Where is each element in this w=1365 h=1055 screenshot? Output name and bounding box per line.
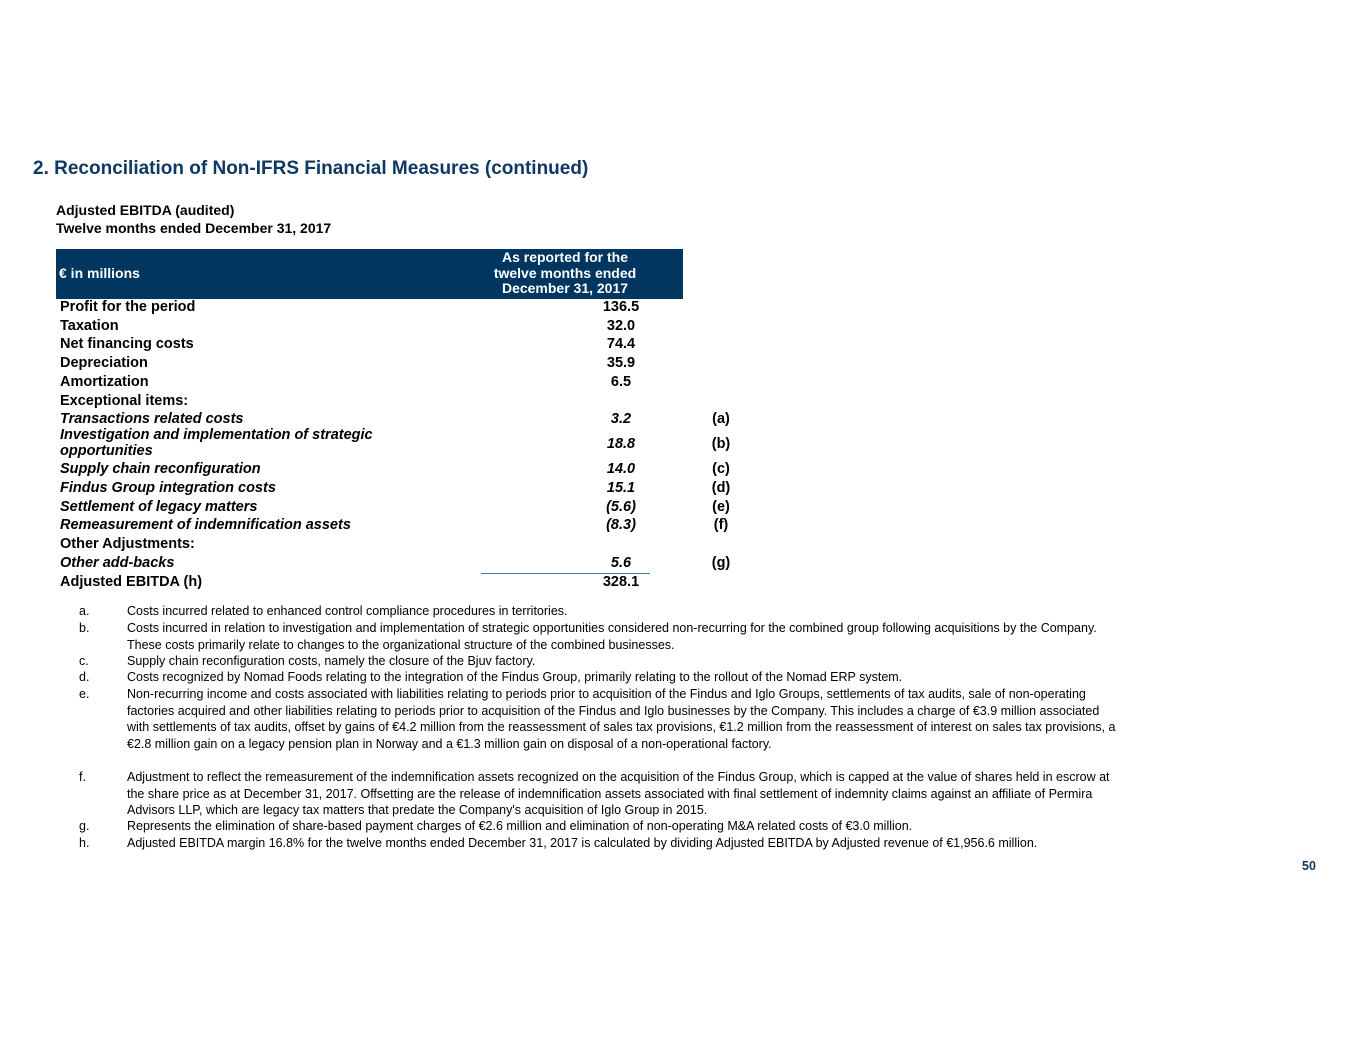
table-row	[56, 299, 683, 317]
row-label: Adjusted EBITDA (h)	[60, 574, 203, 590]
table-row	[56, 318, 683, 336]
row-label: Transactions related costs	[60, 411, 244, 427]
footnote-text: Represents the elimination of share-based payment charges of €2.6 million and elimination of non-operating M&A related costs of €3.0 million.	[127, 819, 913, 833]
footnote	[79, 669, 1119, 686]
table-row	[56, 555, 731, 573]
row-label	[60, 428, 373, 459]
column-header-line: December 31, 2017	[501, 280, 629, 296]
row-note-ref: (e)	[712, 499, 730, 515]
table-row	[56, 480, 731, 498]
row-note-ref: (c)	[712, 461, 730, 477]
row-note-ref: (a)	[712, 411, 730, 427]
row-label: Depreciation	[60, 355, 148, 371]
footnote	[79, 603, 1119, 620]
footnote-text: Costs incurred related to enhanced control compliance procedures in territories.	[127, 604, 568, 618]
footnote	[79, 818, 1119, 835]
footnote-marker: b.	[79, 621, 90, 635]
table-row	[56, 355, 683, 373]
row-value: 6.5	[610, 374, 632, 390]
row-label-line: opportunities	[60, 442, 153, 459]
row-label: Net financing costs	[60, 336, 194, 352]
footnote	[79, 653, 1119, 670]
table-period: Twelve months ended December 31, 2017	[56, 220, 332, 236]
footnote-marker: e.	[79, 687, 90, 701]
table-row	[56, 336, 683, 354]
footnote-text: Adjustment to reflect the remeasurement of the indemnification assets recognized on the acquisition of the Findus Group, which is capped at the value of shares held in escrow at the share price as at December 31, 2017. Offsetting are the release of indemnification assets associated with final settlement of indemnity claims against an affiliate of Permira Advisors LLP, which are legacy tax matters that predate the Company's acquisition of Iglo Group in 2015.	[127, 770, 1110, 817]
section-label: Other Adjustments:	[60, 536, 195, 552]
footnote	[79, 835, 1119, 852]
footnote-text: Adjusted EBITDA margin 16.8% for the twelve months ended December 31, 2017 is calculated by dividing Adjusted EBITDA by Adjusted revenue of €1,956.6 million.	[127, 836, 1038, 850]
row-label: Profit for the period	[60, 299, 196, 315]
row-value: 136.5	[602, 299, 640, 315]
section-label: Exceptional items:	[60, 393, 189, 409]
row-value: 35.9	[606, 355, 636, 371]
row-label: Remeasurement of indemnification assets	[60, 517, 351, 533]
row-value: 15.1	[606, 480, 636, 496]
footnote-text: Non-recurring income and costs associated with liabilities relating to periods prior to acquisition of the Findus and Iglo Groups, settlements of tax audits, sale of non-operating factories acquired and other liabilities relating to periods prior to acquisition of the Findus and Iglo businesses by the Company. This includes a charge of €3.9 million associated with settlements of tax audits, offset by gains of €4.2 million from the reassessment of sales tax provisions, €1.2 million from the reassessment of interest on sales tax provisions, a €2.8 million gain on a legacy pension plan in Norway and a €1.3 million gain on disposal of a non-operational factory.	[127, 687, 1116, 751]
row-value: 32.0	[606, 318, 636, 334]
row-label: Settlement of legacy matters	[60, 499, 258, 515]
row-value: (5.6)	[606, 499, 636, 515]
footnote-marker: c.	[79, 654, 89, 668]
row-label: Amortization	[60, 374, 149, 390]
column-header	[480, 250, 650, 297]
row-note-ref: (g)	[711, 555, 731, 571]
footnote-marker: f.	[79, 770, 86, 784]
unit-header: € in millions	[59, 265, 140, 281]
footnote-text: Supply chain reconfiguration costs, namely the closure of the Bjuv factory.	[127, 654, 536, 668]
row-value: 18.8	[606, 436, 636, 452]
footnote-marker: g.	[79, 819, 90, 833]
footnote-text: Costs incurred in relation to investigation and implementation of strategic opportunities considered non-recurring for the combined group following acquisitions by the Company. These costs primarily relate to changes to the organizational structure of the combined businesses.	[127, 621, 1097, 652]
row-label: Other add-backs	[60, 555, 175, 571]
footnote-marker: h.	[79, 836, 90, 850]
row-note-ref: (d)	[711, 480, 731, 496]
page-number: 50	[1302, 859, 1316, 873]
row-label-line: Investigation and implementation of strategic	[60, 427, 373, 443]
table-row	[56, 427, 731, 462]
row-value: 14.0	[606, 461, 636, 477]
table-row	[56, 517, 729, 535]
row-note-ref: (f)	[713, 517, 729, 533]
row-value: 3.2	[610, 411, 632, 427]
table-total-row	[56, 574, 683, 592]
footnote-marker: d.	[79, 670, 90, 684]
row-value: (8.3)	[606, 517, 636, 533]
table-row	[56, 374, 683, 392]
row-label: Supply chain reconfiguration	[60, 461, 261, 477]
footnote-marker: a.	[79, 604, 90, 618]
column-header-line: twelve months ended	[493, 264, 637, 281]
row-value: 74.4	[606, 336, 636, 352]
footnote-text: Costs recognized by Nomad Foods relating to the integration of the Findus Group, primarily relating to the rollout of the Nomad ERP system.	[127, 670, 903, 684]
table-row	[56, 536, 683, 554]
column-header-line: As reported for the	[501, 249, 628, 265]
row-note-ref: (b)	[711, 436, 731, 452]
table-row	[56, 461, 730, 479]
table-subtitle: Adjusted EBITDA (audited)	[56, 202, 235, 218]
table-row	[56, 499, 730, 517]
row-label: Findus Group integration costs	[60, 480, 276, 496]
row-value: 5.6	[610, 555, 632, 571]
table-row	[56, 393, 683, 411]
table-header	[56, 249, 683, 299]
footnote	[79, 620, 1119, 653]
row-value: 328.1	[602, 574, 640, 590]
row-label: Taxation	[60, 318, 119, 334]
footnote	[79, 686, 1119, 752]
footnote	[79, 769, 1119, 819]
page-title: 2. Reconciliation of Non-IFRS Financial Measures (continued)	[33, 158, 589, 179]
